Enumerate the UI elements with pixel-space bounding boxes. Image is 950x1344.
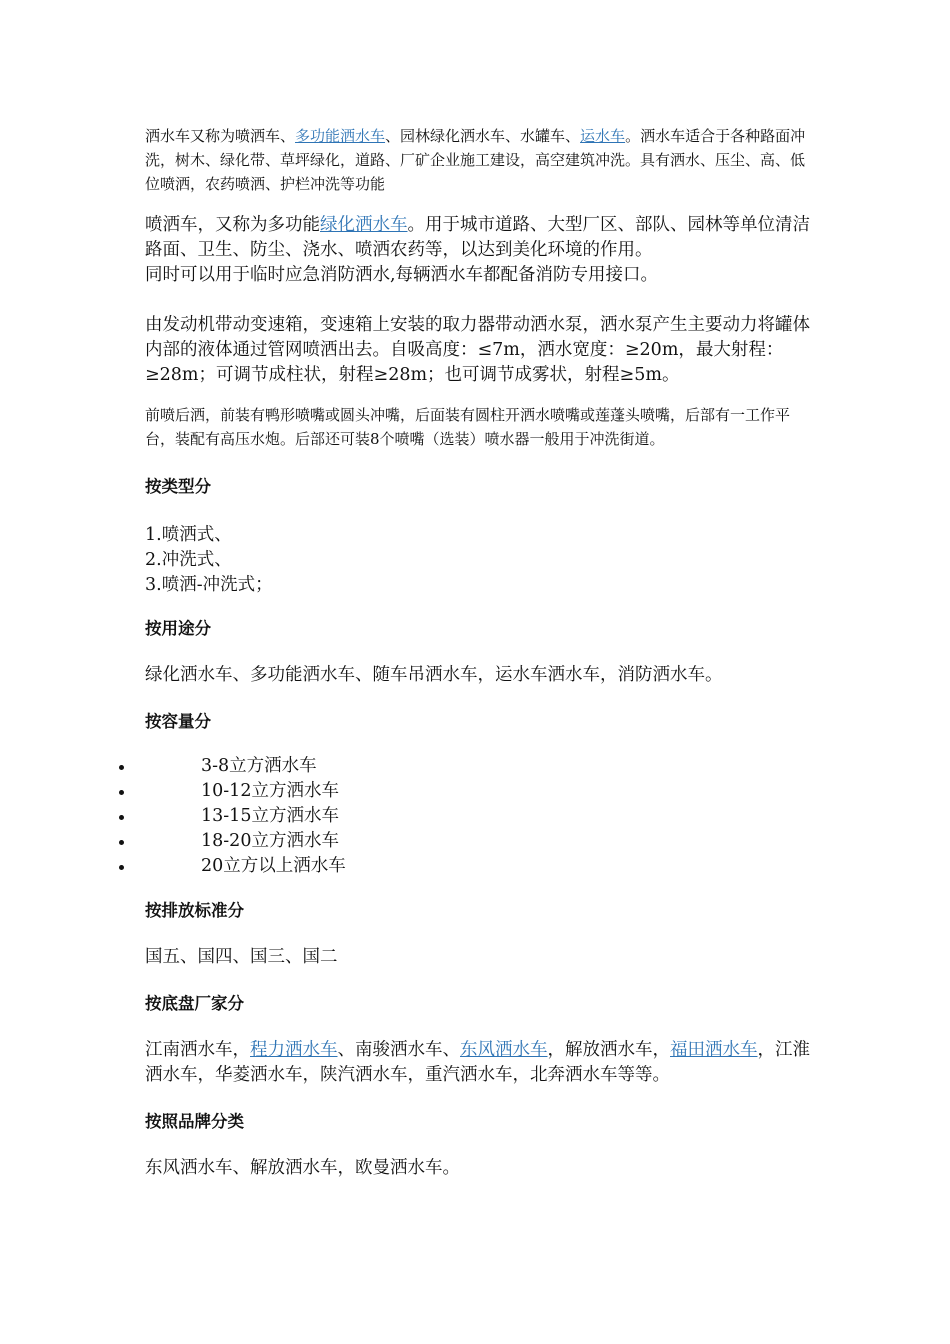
sprayer-paragraph <box>145 213 810 263</box>
list-item: 2.冲洗式、 <box>145 550 232 570</box>
bullet-icon <box>119 815 124 820</box>
list-item <box>145 854 810 879</box>
chassis-text <box>145 1038 810 1088</box>
capacity-label: 20立方以上洒水车 <box>201 856 346 876</box>
heading-by-emission: 按排放标准分 <box>145 901 244 920</box>
bullet-icon <box>119 840 124 845</box>
chassis-text-1: 江南洒水车， <box>145 1040 250 1060</box>
sprayer-text-2: 。用于城市道路、大型厂区、部队、园林等单位清洁路面、卫生、防尘、浇水、喷洒农药等，以达到美化环境的作用。 <box>145 215 810 260</box>
heading-by-use: 按用途分 <box>145 619 211 638</box>
capacity-label: 13-15立方洒水车 <box>201 806 339 826</box>
capacity-list <box>145 754 810 879</box>
nozzle-paragraph: 前喷后洒，前装有鸭形喷嘴或圆头冲嘴，后面装有圆柱开洒水喷嘴或莲蓬头喷嘴，后部有一工作平台，装配有高压水炮。后部还可装8个喷嘴（选装）喷水器一般用于冲洗街道。 <box>145 406 791 448</box>
chassis-text-3: ，解放洒水车， <box>547 1040 670 1060</box>
heading-by-type: 按类型分 <box>145 477 211 496</box>
list-item: 3.喷洒-冲洗式； <box>145 575 273 595</box>
intro-text-2: 、园林绿化洒水车、水罐车、 <box>385 127 581 145</box>
list-item <box>145 804 810 829</box>
heading-by-capacity: 按容量分 <box>145 712 211 731</box>
chassis-text-2: 、南骏洒水车、 <box>337 1040 460 1060</box>
list-item <box>145 754 810 779</box>
link-greening-sprinkler[interactable]: 绿化洒水车 <box>320 215 408 235</box>
mechanism-paragraph: 由发动机带动变速箱，变速箱上安装的取力器带动洒水泵，洒水泵产生主要动力将罐体内部的液体通过管网喷洒出去。自吸高度：≤7m，洒水宽度：≥20m，最大射程：≥28m；可调节成柱状，射程≥28m；也可调节成雾状，射程≥5m。 <box>145 315 810 385</box>
bullet-icon <box>119 790 124 795</box>
document-body <box>145 124 810 1181</box>
fire-interface-paragraph: 同时可以用于临时应急消防洒水,每辆洒水车都配备消防专用接口。 <box>145 265 659 285</box>
link-multifunction-sprinkler[interactable]: 多功能洒水车 <box>295 127 386 145</box>
emission-text: 国五、国四、国三、国二 <box>145 947 338 967</box>
list-item <box>145 829 810 854</box>
type-list <box>145 523 810 598</box>
heading-by-chassis: 按底盘厂家分 <box>145 994 244 1013</box>
link-water-transport-truck[interactable]: 运水车 <box>580 127 626 145</box>
intro-text-1: 洒水车又称为喷洒车、 <box>145 127 296 145</box>
capacity-label: 10-12立方洒水车 <box>201 781 339 801</box>
link-foton-sprinkler[interactable]: 福田洒水车 <box>670 1040 758 1060</box>
intro-paragraph <box>145 124 810 196</box>
brand-text: 东风洒水车、解放洒水车，欧曼洒水车。 <box>145 1158 460 1178</box>
link-chengli-sprinkler[interactable]: 程力洒水车 <box>250 1040 338 1060</box>
list-item: 1.喷洒式、 <box>145 525 232 545</box>
sprayer-text-1: 喷洒车，又称为多功能 <box>145 215 320 235</box>
use-text: 绿化洒水车、多功能洒水车、随车吊洒水车，运水车洒水车，消防洒水车。 <box>145 665 723 685</box>
bullet-icon <box>119 865 124 870</box>
link-dongfeng-sprinkler[interactable]: 东风洒水车 <box>460 1040 548 1060</box>
bullet-icon <box>119 765 124 770</box>
heading-by-brand: 按照品牌分类 <box>145 1112 244 1131</box>
capacity-label: 3-8立方洒水车 <box>201 756 317 776</box>
list-item <box>145 779 810 804</box>
chassis-text-4: ，江淮洒水车，华菱洒水车，陕汽洒水车，重汽洒水车，北奔洒水车等等。 <box>145 1040 810 1085</box>
capacity-label: 18-20立方洒水车 <box>201 831 339 851</box>
intro-text-3: 。洒水车适合于各种路面冲洗，树木、绿化带、草坪绿化，道路、厂矿企业施工建设，高空建筑冲洗。具有洒水、压尘、高、低位喷洒，农药喷洒、护栏冲洗等功能 <box>145 127 806 193</box>
